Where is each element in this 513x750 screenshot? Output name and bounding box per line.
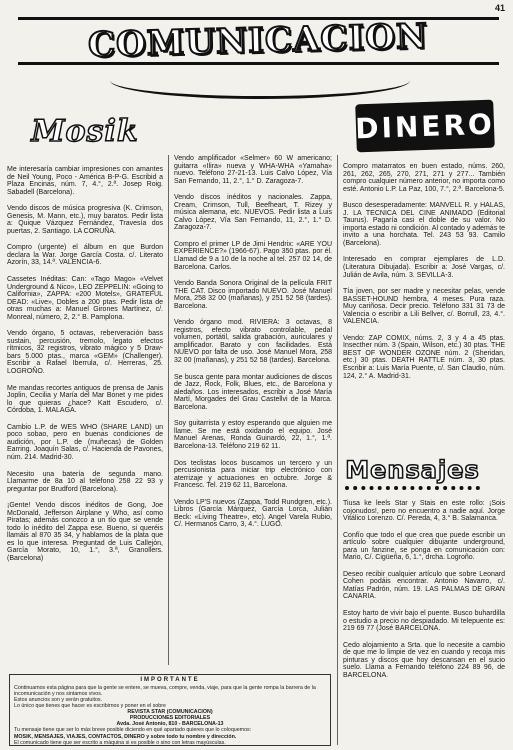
mailing-address-line2: PRODUCCIONES EDITORIALES bbox=[129, 715, 211, 722]
importante-instructions: Lo único que tienes que hacer es escribirnos y poner en el sobre bbox=[14, 703, 166, 710]
classified-ad: Interesado en comprar ejemplares de L.D. (Literatura Dibujada). Escribir a: José Vargas, c/. Julián de Avila, núm. 3. SEVILLA-3. bbox=[343, 256, 505, 279]
classified-ad: Busco desesperadamente: MANVELL R. y HALAS, J. LA TECNICA DEL CINE ANIMADO (Editorial Taurus). Pagaría casi el doble de su valor. No importa estado ni condición. Al contado y además te invito a una horchata. Tel. 243 53 93. Camilo (Barcelona). bbox=[343, 202, 505, 247]
importante-typing-note: El comunicado tiene que ser escrito a máquina si es posible o sino con letras mayúsculas. bbox=[14, 739, 226, 746]
classified-ad: Vendo: ZAP COMIX, núms. 2, 3 y 4 a 45 ptas. Insecther núm. 3 (Spain, Wilson, etc.) 30 ptas. THE BEST OF WONDER OZONE núm. 2 (Sheridan, etc.) 30 ptas. DEATH RATTLE núm. 3, 30 ptas. Escribir a: Luis María Puente, c/. San Claudio, núm. 124, 2.° A. Madrid-31. bbox=[343, 334, 505, 380]
classified-ad: Vendo Banda Sonora Original de la película FRIT THE CAT. Disco importado NUEVO. José Manuel Mora, 258 32 00 (mañanas), y 251 52 58 (tardes). Barcelona. bbox=[174, 280, 332, 310]
masthead-title: COMUNICACION bbox=[88, 16, 429, 66]
classified-ad: Vendo amplificador «Selmer» 60 W americano; guitarra «Ilira» nueva y WHA-WHA «Yamaha» nuevo. Teléfono 27-21-13. Luis Calvo López, Vía San Fernando, 11, 2.°, 1.° D. Zaragoza-7. bbox=[174, 155, 332, 185]
classified-ad: Compro matarratos en buen estado, núms. 260, 261, 262, 265, 270, 271, 271 y 277... También compro cualquier número anterior, no importa como esté. Antonio L.P. La Paz, 100, 7.°, 2.ª. Barcelona-5. bbox=[343, 163, 505, 193]
classified-ad: Compro (urgente) el álbum en que Burdon declara la War. Jorge García Costa. c/. Literato Azorín, 33, 14.ª. VALENCIA-6. bbox=[7, 244, 163, 267]
banner-swoosh bbox=[110, 62, 410, 99]
classified-ad: Compro el primer LP de Jimi Hendrix: «ARE YOU EXPERIENCE?» (1966-67). Pago 350 ptas. por él. Llamad de 9 a 10 de la noche al tel. 257 02 14, de Barcelona. Carlos. bbox=[174, 240, 332, 271]
classified-ad: Necesito una batería de segunda mano. Llamarme de 8a 10 al teléfono 258 22 93 y preguntar por Brudford (Barcelona). bbox=[7, 470, 163, 493]
classified-ad: Vendo discos de música progresiva (K. Crimson, Genesis, M. Mann, etc.), muy baratos. Pedir lista a: Quique Vázquez Fernández, Travesía dos puertas, 2. Santiago. LA CORUÑA. bbox=[7, 205, 163, 235]
mosik-section-logo bbox=[30, 110, 140, 152]
importante-sections-list: MOSIK, MENSAJES, VIAJES, CONTACTOS, DINERO y sobre todo tu nombre y dirección. bbox=[14, 733, 237, 740]
classified-ad: Cambio L.P. de WES WHO (SHARE LAND) un poco sobao, pero en buenas condiciones de audición, por L.P. de (muñecas) de Golden Earring. Joaquín Salas, c/. Hacienda de Pavones, núm. 214. Madrid-30. bbox=[7, 423, 163, 461]
classified-ad: Tía joven, por ser madre y necesitar pelas, vende BASSET-HOUND hembra, 4 meses. Pura raza. Muy cariñosa. Decir precio. Teléfono 331 31 73 de Valencia o escribir a Lili Bellver, c/. Borrull, 23, 4.°. VALENCIA. bbox=[343, 288, 505, 326]
classified-ad: Vendo LP'S nuevos (Zappa, Todd Rundgren, etc.). Libros (García Márquez, García Lorca, Julián Beck: «Living Theatre», etc). Angel Varela Rubio, C/. Hermanos Carro, 3, 4.°. LUGO. bbox=[174, 498, 332, 529]
classified-ad: Se busca gente para montar audiciones de discos de Jazz, Rock, Folk, Blues, etc., de Barcelona y aledaños. Los interesados, escribir a José María Martí, Morgades del Grau Castellvi de la Marca. Barcelona. bbox=[174, 373, 332, 411]
classified-ad: Cassetes Inéditas: Can: «Tago Mago» «Velvet Underground & Nico», LEO ZEPPELIN: «Going to California», ZAPPA: «200 Motels», GRATEFUL DEAD: «Live», Dobles a 200 ptas. Pedir lista de otras muchas a: Manuel Girones Martínez, c/. Monreal, número, 2, 2.° B. Pamplona. bbox=[7, 276, 163, 321]
column-divider bbox=[337, 155, 338, 745]
classified-ad: Vendo discos inéditos y nacionales. Zappa, Cream, Crimson, Tull, Beefheart, T. Rizey y música alemana, etc. NUEVOS. Pedir lista a Luis Calvo López, Vía San Fernando, 11, 2.°, 1.° D. Zaragoza-7. bbox=[174, 194, 332, 232]
classified-ad: Me mandas recortes antiguos de prensa de Janis Joplin, Cecilia y María del Mar Bonet y me pides lo que quieras ¿hace? Katt Escudero, c/. Córdoba, 1. MALAGA. bbox=[7, 384, 163, 415]
masthead-banner bbox=[18, 17, 499, 65]
mosik-logo-text: Mosik bbox=[31, 113, 139, 149]
classified-ad: Me interesaría cambiar impresiones con amantes de Neil Young, Poco - América B-P-G. Escribid a Plaza Encinas, núm. 7, 4.°, 2.ª. Josep Roig. Sabadell (Barcelona). bbox=[7, 166, 163, 196]
mailing-address-line1: REVISTA STAR (COMUNICACION) bbox=[127, 709, 213, 716]
classified-ad: Soy guitarrista y estoy esperando que alguien me llame. Se me está oxidando el equipo. José Manuel Arenas, Ronda Guinardó, 22, 1.°, 1.ª. Barcelona-13. Teléfono 219 62 11. bbox=[174, 420, 332, 450]
importante-free-note: Estos anuncios son y serán gratuitos. bbox=[14, 697, 103, 704]
column-divider bbox=[168, 155, 169, 665]
classified-ad: ¡Gente! Vendo discos inéditos de Gong, Joe McDonald, Jefferson Airplane y Who, así como Piratas; además conozco a un tío que se vende todo lo inédito del Zappa ese. Bueno, si queréis llamáis al 870 35 34, y hablamos de la plata que es lo que interesa. Preguntad de Luis Callejón, García Morato, 10, 1.°, 3.ª, Granollers. (Barcelona) bbox=[7, 502, 163, 562]
page-number: 41 bbox=[494, 3, 505, 13]
dinero-column bbox=[343, 163, 505, 389]
classified-ad: Estoy harto de vivir bajo el puente. Busco buhardilla o estudio a precio no despiadado. Mi telepuente es: 219 69 77 (José BARCELONA. bbox=[343, 610, 505, 633]
importante-title: IMPORTANTE bbox=[140, 677, 200, 683]
classified-ad: Cedo alojamiento a Srta. que lo necesite a cambio de que me lo limpie de vez en cuando y recoja mis pinturas y discos que hoy descansan en el sucio suelo. Llama a Fernando teléfono 224 89 96, de BARCELONA. bbox=[343, 641, 505, 679]
dinero-logo-text: DINERO bbox=[354, 107, 496, 145]
importante-notice-box bbox=[9, 674, 331, 746]
classified-ad: Vendo órgano, 5 octavas, reberveración bass sustain, percusión, tremolo, legato efectos rítmicos, 32 registros, vibrato mágico y 5 Draw-bars 5.000 ptas., marca «GEM» (Challenger). Escribir a Rafael Iberrula, c/. Herreras, 25. LOGROÑO. bbox=[7, 330, 163, 376]
mensajes-column bbox=[343, 500, 505, 688]
mensajes-logo-text: Mensajes bbox=[345, 456, 480, 490]
mosik-column bbox=[7, 166, 163, 572]
importante-message-note: Tu mensaje tiene que ser lo más breve posible diciendo en qué apartado quieres que lo coloquemos: bbox=[14, 727, 252, 734]
classified-ad: Vendo órgano mod. RIVIERA: 3 octavas, 8 registros, efecto vibrato controlable, pedal volumen, portátil, salida grabación, auriculares y amplificador. Barato y con facilidades. Está NUEVO por falta de uso. José Manuel Mora, 258 32 00 (mañanas), y 251 52 58 (tardes). Barcelona. bbox=[174, 319, 332, 365]
classified-ad: Tiusa ke leels Star y Stais en este rollo: ¡Sois cojonudos!, pero no encuentro a nadie aquí. Jorge Vitálico Lorenzo. C/. Pereda, 4, 3.° B. Salamanca. bbox=[343, 500, 505, 523]
mailing-address-line3: Avda. José Antonio, 810 - BARCELONA-13 bbox=[116, 721, 224, 728]
mensajes-section-logo bbox=[330, 450, 495, 496]
middle-column bbox=[174, 155, 332, 538]
classified-ad: Dos teclistas locos buscamos un tercero y un percusionista para iniciar trip electrónico con aterrizaje y actuaciones en octubre. Jorge & Francesc. Tel. 219 62 11, Barcelona. bbox=[174, 459, 332, 490]
dinero-section-logo bbox=[355, 100, 495, 153]
importante-intro: Continuamos esta página para que la gente se entere, se mueva, compre, venda, viaje, para que la gente rompa la barrera de la incomunicación y nos sintamos vivos. bbox=[14, 684, 316, 697]
classified-ad: Deseo recibir cualquier artículo que sobre Leonard Cohen podáis encontrar. Antonio Navarro, c/. Matías Padrón, núm. 19. LAS PALMAS DE GRAN CANARIA. bbox=[343, 570, 505, 601]
classified-ad: Confío que todo el que crea que puede escribir un artículo sobre cualquier dibujante underground, para un fanzine, se ponga en comunicación con: Mario, C/. Cigüeña, 6, 1.°, drcha. Logroño. bbox=[343, 531, 505, 562]
